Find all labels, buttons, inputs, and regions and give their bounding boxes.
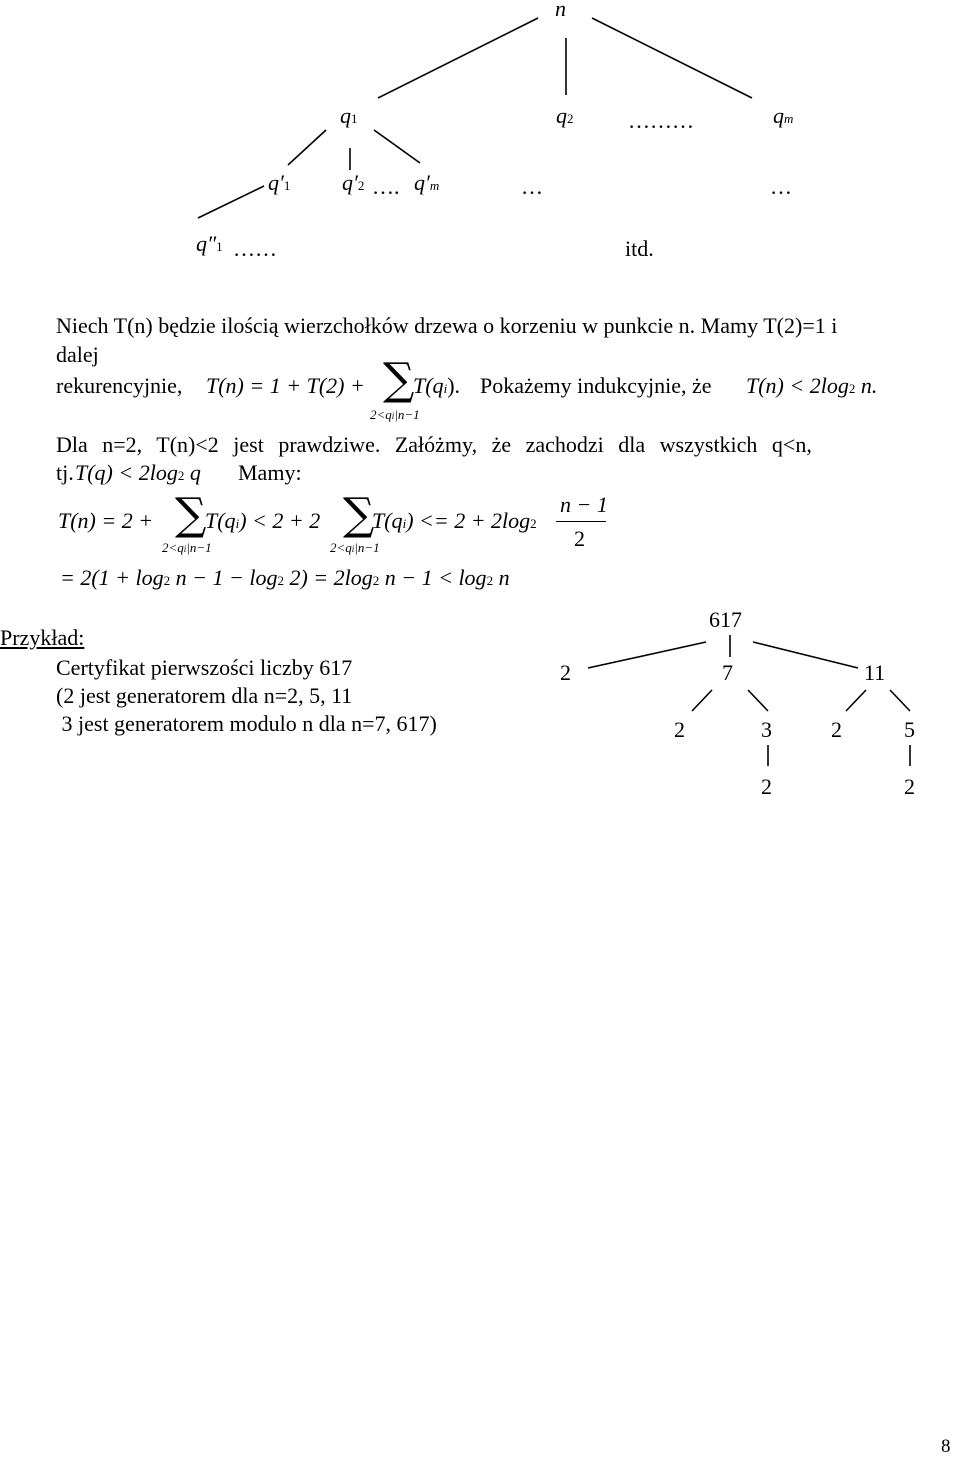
sum-limits-2: 2<qi|n−1 (162, 540, 212, 555)
para-line-5-prefix: tj. (56, 460, 74, 485)
para-line-5-suffix: Mamy: (238, 460, 302, 485)
cert-node-3-child-2: 2 (761, 774, 772, 799)
example-line-1: Certyfikat pierwszości liczby 617 (56, 655, 353, 680)
cert-node-11: 11 (864, 660, 886, 685)
tree-node-qpm: q′m (414, 170, 440, 195)
tree-dots-mid: …. (372, 174, 400, 199)
tree-dots-top: ……… (628, 108, 694, 133)
edge-11-2 (846, 690, 866, 711)
para-line-4: Dla n=2, T(n)<2 jest prawdziwe. Załóżmy, że zachodzi dla wszystkich q<n, (56, 432, 812, 457)
sum-symbol-1: ∑ (383, 354, 415, 405)
cert-node-5: 5 (904, 717, 915, 742)
para-line-2: dalej (56, 342, 99, 367)
eq-induction-hyp: T(q) < 2log2 q (75, 460, 201, 485)
tree-node-qp2: q′2 (342, 170, 365, 195)
edge-q1-qpm (374, 130, 420, 163)
eq-recurrence-term: T(qi). (413, 373, 461, 398)
eq-claim: T(n) < 2log2 n. (746, 373, 878, 398)
example-line-2: (2 jest generatorem dla n=2, 5, 11 (56, 683, 353, 708)
deriv-line-2: = 2(1 + log2 n − 1 − log2 2) = 2log2 n − 1 < log2 n (60, 565, 510, 590)
edge-617-2 (588, 642, 706, 668)
eq-recurrence-lhs: T(n) = 1 + T(2) + (206, 373, 365, 398)
frac-numerator: n − 1 (560, 492, 608, 517)
deriv-lhs: T(n) = 2 + (58, 508, 154, 533)
cert-node-5-child-2: 2 (904, 774, 915, 799)
edge-root-qm (592, 18, 752, 98)
edge-11-5 (890, 690, 910, 711)
cert-node-2-left: 2 (560, 660, 571, 685)
para-line-3-mid: Pokażemy indukcyjnie, że (480, 373, 712, 398)
tree-node-qpp1: q″1 (196, 231, 223, 256)
edge-7-3 (748, 690, 768, 711)
sum-symbol-2: ∑ (175, 489, 207, 540)
cert-node-11-child-2: 2 (831, 717, 842, 742)
page-number: 8 (941, 1436, 951, 1457)
edge-q1-qp1 (288, 130, 326, 165)
edge-7-2 (692, 690, 712, 711)
cert-node-617: 617 (709, 607, 742, 632)
cert-node-7-child-2: 2 (674, 717, 685, 742)
sum-limits-3: 2<qi|n−1 (330, 540, 380, 555)
cert-node-7: 7 (722, 660, 733, 685)
sum-symbol-3: ∑ (343, 489, 375, 540)
tree-node-qp1: q′1 (268, 170, 291, 195)
deriv-term-1: T(qi) < 2 + 2 (205, 508, 321, 533)
deriv-term-2: T(qi) <= 2 + 2log2 (372, 508, 537, 533)
tree-ellipsis-right: … (770, 174, 792, 199)
frac-denominator: 2 (574, 526, 585, 551)
para-line-1: Niech T(n) będzie ilością wierzchołków drzewa o korzeniu w punkcie n. Mamy T(2)=1 i (56, 313, 838, 338)
tree-node-q1: q1 (340, 103, 358, 128)
tree-dots-low: …… (233, 236, 277, 261)
example-heading: Przykład: (0, 625, 85, 650)
tree-root-n: n (555, 0, 566, 21)
frac-bar (556, 521, 606, 522)
tree-itd: itd. (625, 236, 654, 261)
example-line-3: 3 jest generatorem modulo n dla n=7, 617) (56, 711, 437, 736)
tree-ellipsis-mid: … (521, 174, 543, 199)
tree-node-q2: q2 (556, 103, 574, 128)
cert-node-3: 3 (761, 717, 772, 742)
edge-qp1-qpp1 (198, 186, 264, 218)
edge-root-q1 (378, 18, 538, 98)
tree-node-qm: qm (773, 103, 794, 128)
para-line-3-prefix: rekurencyjnie, (56, 373, 183, 398)
sum-limits-1: 2<qi|n−1 (370, 407, 420, 422)
edge-617-11 (753, 642, 858, 668)
